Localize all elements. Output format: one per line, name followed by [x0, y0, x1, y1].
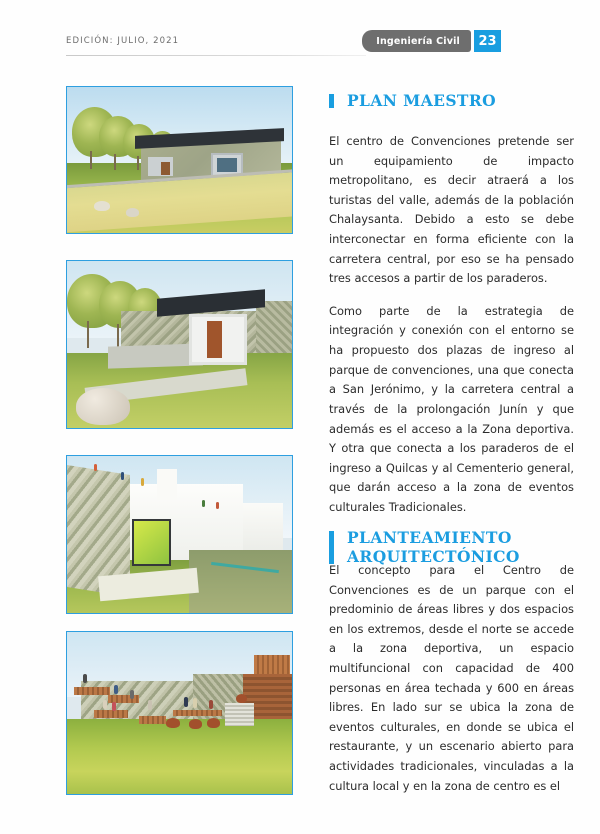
- section-body-plan-maestro: [329, 132, 574, 518]
- heading-accent-bar: [329, 531, 334, 564]
- render-image-2: [67, 261, 292, 428]
- heading-text: PLAN MAESTRO: [347, 91, 497, 110]
- section-body-planteamiento-arquitectonico: [329, 561, 574, 796]
- paragraph-spacer: [329, 289, 574, 302]
- heading-text: PLANTEAMIENTO ARQUITECTÓNICO: [347, 528, 520, 566]
- paragraph: El concepto para el Centro de Convenciones es de un parque con el predominio de áreas libres y dos espacios en los extremos, desde el norte se accede a la zona deportiva, un espacio multifuncional con capacidad de 400 personas en área techada y 600 en áreas libres. En lado sur se ubica la zona de eventos culturales, en donde se ubica el restaurante, y un escenario abierto para actividades tradicionales, vinculadas a la cultura local y en la zona de centro es el: [329, 563, 574, 793]
- figure-entrance-plaza: [66, 260, 293, 429]
- section-tab: [362, 30, 501, 52]
- header-divider: [66, 55, 366, 56]
- render-image-1: [67, 87, 292, 233]
- figure-gabion-wall-courtyard: [66, 455, 293, 614]
- page-number: 23: [474, 30, 501, 52]
- paragraph: El centro de Convenciones pretende ser un equipamiento de impacto metropolitano, es decir atraerá a los turistas del valle, además de la población Chalaysanta. Debido a esto se debe interconectar en forma eficiente con la carretera central, por eso se ha pensado tres accesos a partir de los paraderos.: [329, 134, 574, 286]
- render-image-3: [67, 456, 292, 613]
- heading-accent-bar: [329, 94, 334, 108]
- section-heading-plan-maestro: [329, 92, 592, 110]
- figure-cultural-events-terraces: [66, 631, 293, 795]
- edition-label: EDICIÓN: JULIO, 2021: [66, 36, 180, 46]
- render-image-4: [67, 632, 292, 794]
- section-name-label: Ingeniería Civil: [362, 30, 471, 52]
- paragraph: Como parte de la estrategia de integración y conexión con el entorno se ha propuesto dos plazas de ingreso al parque de convenciones, una que conecta a San Jerónimo, y la carretera central a través de la prolongación Junín y que además es el acceso a la Zona deportiva. Y otra que conecta a los paraderos de el ingreso a Quilcas y al Cementerio general, que darán acceso a la zona de eventos culturales Tradicionales.: [329, 303, 574, 514]
- figure-exterior-access-pavilion: [66, 86, 293, 234]
- page-header: [66, 30, 534, 64]
